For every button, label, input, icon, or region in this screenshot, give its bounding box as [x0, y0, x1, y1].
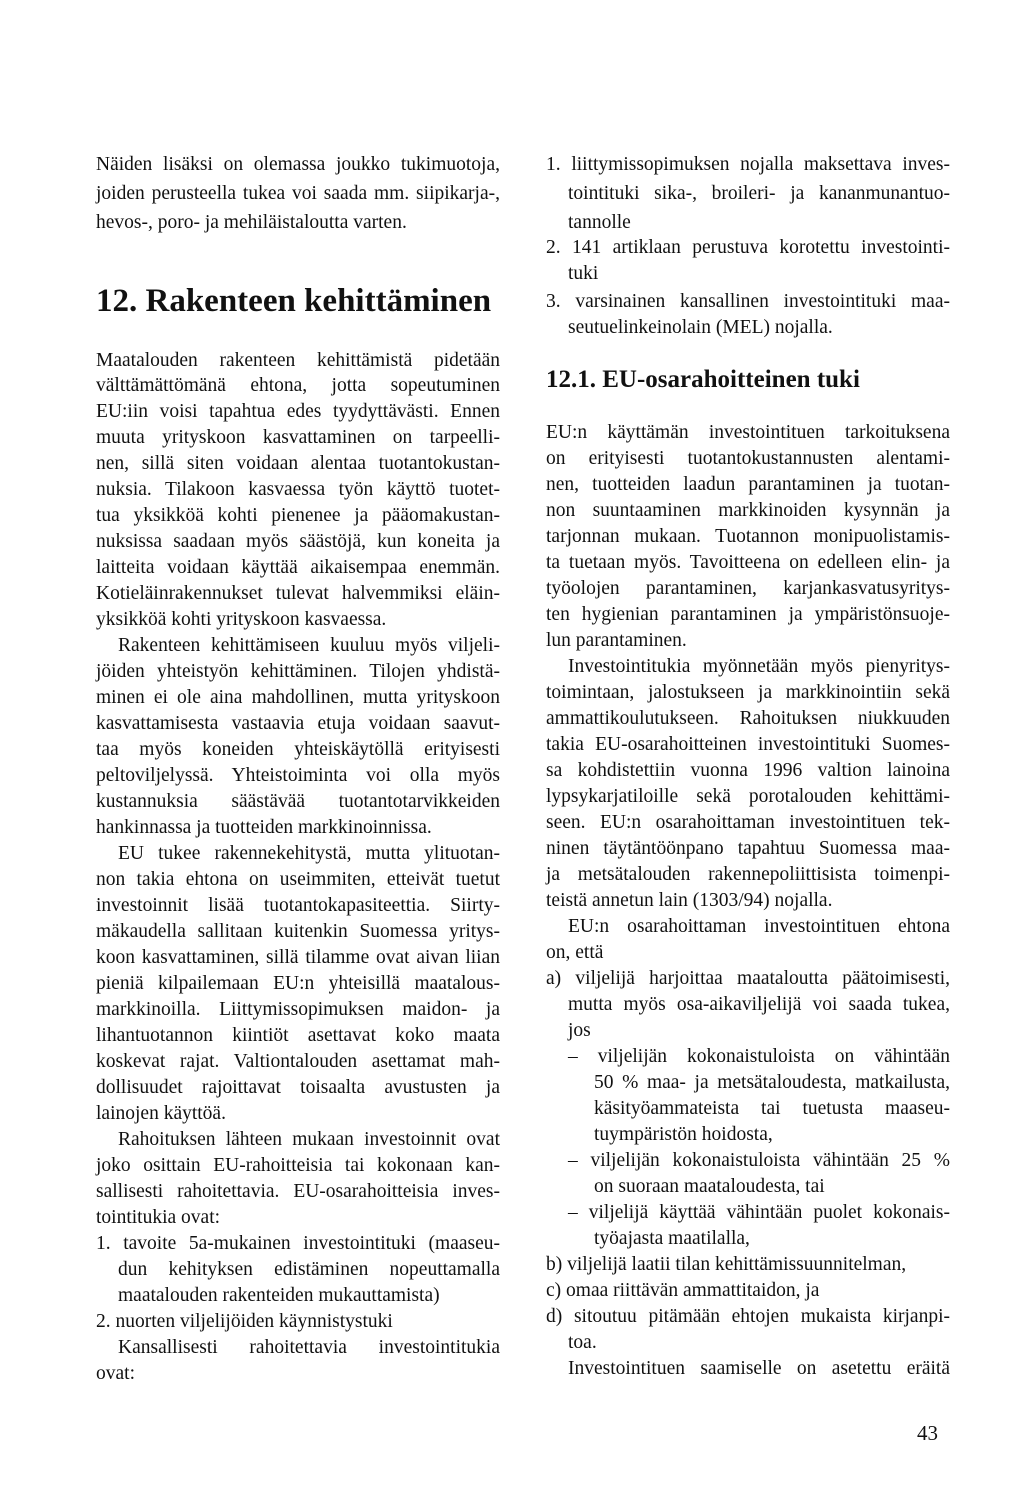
text-line: mäkaudella sallitaan kuitenkin Suomessa yritys-: [96, 921, 500, 942]
text-line: takia EU-osarahoitteinen investointituki Suomes-: [546, 734, 950, 755]
text-line: Kotieläinrakennukset tulevat halvemmiksi eläin-: [96, 583, 500, 604]
text-line: lihantuotannon kiintiöt asettavat koko maata: [96, 1025, 500, 1046]
text-line: laitteita voidaan käyttää aikaisempaa enemmän.: [96, 557, 500, 578]
list-item: 2. nuorten viljelijöiden käynnistystuki: [96, 1311, 393, 1332]
text-line: lun parantaminen.: [546, 630, 687, 651]
list-item-continuation: toa.: [568, 1332, 597, 1353]
text-line: kasvattamisesta vastaavia etuja voidaan saavut-: [96, 713, 500, 734]
text-line: Näiden lisäksi on olemassa joukko tukimuotoja,: [96, 154, 500, 175]
dash-item: – viljelijän kokonaistuloista vähintään 25 %: [568, 1150, 950, 1171]
list-item: 3. varsinainen kansallinen investointituki maa-: [546, 291, 950, 312]
text-line: tua yksikköä kohti pienenee ja pääomakustan-: [96, 505, 500, 526]
text-line: ja metsätalouden rakennepoliittisista toimenpi-: [546, 864, 950, 885]
list-item-continuation: mutta myös osa-aikaviljelijä voi saada tukea,: [568, 994, 950, 1015]
text-line: välttämättömänä ehtona, jotta sopeutuminen: [96, 375, 500, 396]
text-line: Rakenteen kehittämiseen kuuluu myös viljeli-: [118, 635, 500, 656]
list-item-continuation: jos: [568, 1020, 591, 1041]
text-line: minen ei ole aina mahdollinen, mutta yrityskoon: [96, 687, 500, 708]
text-line: EU:n käyttämän investointituen tarkoituksena: [546, 422, 950, 443]
dash-item-continuation: käsityöammateista tai tuetusta maaseu-: [594, 1098, 950, 1119]
text-line: toimintaan, jalostukseen ja markkinointiin sekä: [546, 682, 950, 703]
dash-item-continuation: on suoraan maataloudesta, tai: [594, 1176, 825, 1197]
text-line: joko osittain EU-rahoitteisia tai kokonaan kan-: [96, 1155, 500, 1176]
list-item-continuation: tuki: [568, 263, 599, 284]
list-item-continuation: tointituki sika-, broileri- ja kananmunantuo-: [568, 183, 950, 204]
text-line: ammattikoulutukseen. Rahoituksen niukkuuden: [546, 708, 950, 729]
text-line: nuksissa saadaan myös säästöjä, kun koneita ja: [96, 531, 500, 552]
text-line: joiden perusteella tukea voi saada mm. siipikarja-,: [96, 183, 500, 204]
text-line: ta tuetaan myös. Tavoitteena on edelleen elin- ja: [546, 552, 950, 573]
subsection-heading: 12.1. EU-osarahoitteinen tuki: [546, 366, 860, 393]
list-item-continuation: maatalouden rakenteiden mukauttamista): [118, 1285, 440, 1306]
text-line: sallisesti rahoitettavia. EU-osarahoitteisia inves-: [96, 1181, 500, 1202]
text-line: yksikköä kohti yrityskoon kasvaessa.: [96, 609, 387, 630]
text-line: EU:iin voisi tapahtua edes tyydyttävästi. Ennen: [96, 401, 500, 422]
dash-item-continuation: työajasta maatilalla,: [594, 1228, 750, 1249]
text-line: muuta yrityskoon kasvattaminen on tarpeelli-: [96, 427, 500, 448]
text-line: hankinnassa ja tuotteiden markkinoinnissa.: [96, 817, 432, 838]
text-line: EU:n osarahoittaman investointituen ehtona: [568, 916, 950, 937]
text-line: EU tukee rakennekehitystä, mutta ylituotan-: [118, 843, 500, 864]
text-line: nuksia. Tilakoon kasvaessa työn käyttö tuotet-: [96, 479, 500, 500]
text-line: on, että: [546, 942, 604, 963]
text-line: ovat:: [96, 1363, 135, 1384]
dash-item-continuation: tuympäristön hoidosta,: [594, 1124, 773, 1145]
dash-item: – viljelijä käyttää vähintään puolet kokonais-: [568, 1202, 950, 1223]
list-item-continuation: dun kehityksen edistäminen nopeuttamalla: [118, 1259, 500, 1280]
text-line: jöiden yhteistyön kehittäminen. Tilojen yhdistä-: [96, 661, 500, 682]
text-line: hevos-, poro- ja mehiläistaloutta varten.: [96, 212, 407, 233]
text-line: non suuntaaminen markkinoiden kysynnän ja: [546, 500, 950, 521]
list-item-continuation: tannolle: [568, 212, 631, 233]
text-line: tarjonnan mukaan. Tuotannon monipuolistamis-: [546, 526, 950, 547]
text-line: koskevat rajat. Valtiontalouden asettamat mah-: [96, 1051, 500, 1072]
text-line: seen. EU:n osarahoittaman investointituen tek-: [546, 812, 950, 833]
text-line: markkinoilla. Liittymissopimuksen maidon- ja: [96, 999, 500, 1020]
text-line: Investointituen saamiselle on asetettu eräitä: [568, 1358, 950, 1379]
text-line: pieniä kilpailemaan EU:n yhteisillä maatalous-: [96, 973, 500, 994]
text-line: dollisuudet rajoittavat toisaalta avustusten ja: [96, 1077, 500, 1098]
text-line: lainojen käyttöä.: [96, 1103, 226, 1124]
text-line: koon kasvattaminen, sillä tilamme ovat aivan liian: [96, 947, 500, 968]
list-item: 1. liittymissopimuksen nojalla maksettava inves-: [546, 154, 950, 175]
text-line: tointitukia ovat:: [96, 1207, 221, 1228]
text-line: nen, sillä siten voidaan alentaa tuotantokustan-: [96, 453, 500, 474]
dash-item-continuation: 50 % maa- ja metsätaloudesta, matkailusta,: [594, 1072, 950, 1093]
text-line: työolojen parantaminen, karjankasvatusyritys-: [546, 578, 950, 599]
text-line: Investointitukia myönnetään myös pienyritys-: [568, 656, 950, 677]
text-line: Rahoituksen lähteen mukaan investoinnit ovat: [118, 1129, 500, 1150]
list-item: a) viljelijä harjoittaa maataloutta päätoimisesti,: [546, 968, 950, 989]
text-line: lypsykarjatiloille sekä porotalouden kehittämi-: [546, 786, 950, 807]
text-line: Kansallisesti rahoitettavia investointitukia: [118, 1337, 500, 1358]
list-item: 2. 141 artiklaan perustuva korotettu investointi-: [546, 237, 950, 258]
text-line: sa kohdistettiin vuonna 1996 valtion lainoina: [546, 760, 950, 781]
list-item: c) omaa riittävän ammattitaidon, ja: [546, 1280, 820, 1301]
text-line: non takia ehtona on useimmiten, etteivät tuetut: [96, 869, 500, 890]
text-line: ten hygienian parantaminen ja ympäristönsuoje-: [546, 604, 950, 625]
list-item: 1. tavoite 5a-mukainen investointituki (maaseu-: [96, 1233, 500, 1254]
text-line: on erityisesti tuotantokustannusten alentami-: [546, 448, 950, 469]
dash-item: – viljelijän kokonaistuloista on vähintään: [568, 1046, 950, 1067]
section-heading: 12. Rakenteen kehittäminen: [96, 283, 492, 319]
page-number: 43: [917, 1421, 938, 1445]
text-line: teistä annetun lain (1303/94) nojalla.: [546, 890, 833, 911]
text-line: ninen täytäntöönpano tapahtuu Suomessa maa-: [546, 838, 950, 859]
list-item-continuation: seutuelinkeinolain (MEL) nojalla.: [568, 317, 833, 338]
list-item: d) sitoutuu pitämään ehtojen mukaista kirjanpi-: [546, 1306, 950, 1327]
text-line: peltoviljelyssä. Yhteistoiminta voi olla myös: [96, 765, 500, 786]
text-line: kustannuksia säästävää tuotantotarvikkeiden: [96, 791, 500, 812]
text-line: investoinnit lisää tuotantokapasiteettia. Siirty-: [96, 895, 500, 916]
text-line: Maatalouden rakenteen kehittämistä pidetään: [96, 350, 500, 371]
text-line: taa myös koneiden yhteiskäytöllä erityisesti: [96, 739, 500, 760]
text-line: nen, tuotteiden laadun parantaminen ja tuotan-: [546, 474, 950, 495]
list-item: b) viljelijä laatii tilan kehittämissuunnitelman,: [546, 1254, 907, 1275]
